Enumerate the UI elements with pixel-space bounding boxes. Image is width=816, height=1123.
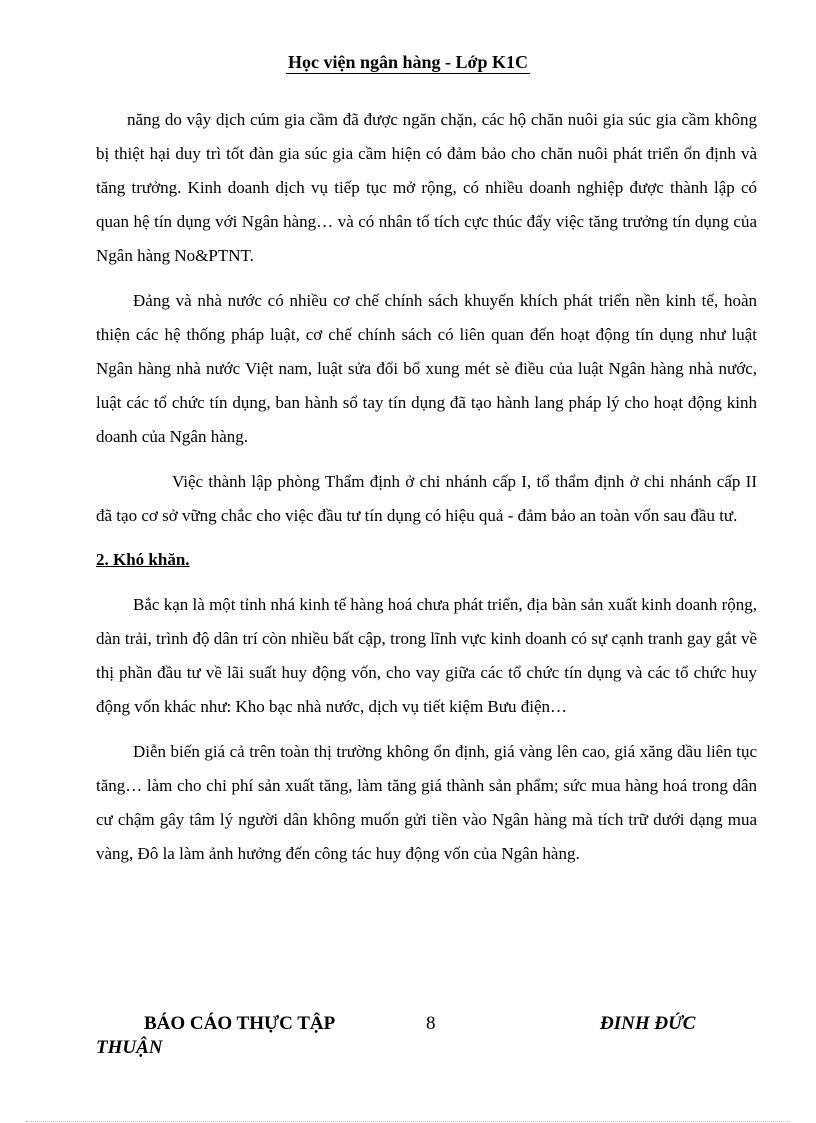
- paragraph-2: Đảng và nhà nước có nhiều cơ chế chính sách khuyến khích phát triển nền kinh tế, hoàn thiện các hệ thống pháp luật, cơ chế chính sách có liên quan đến hoạt động tín dụng như luật Ngân hàng nhà nước Việt nam, luật sửa đổi bổ xung mét sè điều của luật Ngân hàng nhà nước, luật các tổ chức tín dụng, ban hành sổ tay tín dụng đã tạo hành lang pháp lý cho hoạt động kinh doanh của Ngân hàng.: [96, 291, 757, 446]
- footer-author-line2: THUẬN: [96, 1037, 163, 1058]
- page-bottom-divider: [26, 1121, 790, 1122]
- page-header: [0, 52, 816, 73]
- footer-author-line1: ĐINH ĐỨC: [600, 1013, 696, 1034]
- header-title: Học viện ngân hàng - Lớp K1C: [287, 52, 528, 72]
- page-number: 8: [426, 1013, 436, 1034]
- paragraph-4: Bắc kạn là một tỉnh nhá kinh tế hàng hoá chưa phát triển, địa bàn sản xuất kinh doanh rộng, dàn trải, trình độ dân trí còn nhiều bất cập, trong lĩnh vực kinh doanh có sự cạnh tranh gay gắt về thị phần đầu tư về lãi suất huy động vốn, cho vay giữa các tổ chức tín dụng và các tổ chức huy động vốn khác như: Kho bạc nhà nước, dịch vụ tiết kiệm Bưu điện…: [96, 595, 757, 716]
- document-body: [96, 103, 757, 871]
- paragraph-3: Việc thành lập phòng Thẩm định ở chi nhánh cấp I, tổ thẩm định ở chi nhánh cấp II đã tạo cơ sở vững chắc cho việc đầu tư tín dụng có hiệu quả - đảm bảo an toàn vốn sau đầu tư.: [96, 472, 757, 525]
- footer-report-label: BÁO CÁO THỰC TẬP: [144, 1013, 336, 1034]
- section-heading: 2. Khó khăn.: [96, 550, 190, 569]
- page-footer: [96, 1013, 757, 1039]
- paragraph-5: Diễn biến giá cả trên toàn thị trường không ổn định, giá vàng lên cao, giá xăng dầu liên tục tăng… làm cho chi phí sản xuất tăng, làm tăng giá thành sản phẩm; sức mua hàng hoá trong dân cư chậm gây tâm lý người dân không muốn gửi tiền vào Ngân hàng mà tích trữ dưới dạng mua vàng, Đô la làm ảnh hưởng đến công tác huy động vốn của Ngân hàng.: [96, 742, 757, 863]
- paragraph-1: năng do vậy dịch cúm gia cầm đã được ngăn chặn, các hộ chăn nuôi gia súc gia cầm không bị thiệt hại duy trì tốt đàn gia súc gia cầm hiện có đảm bảo cho chăn nuôi phát triển ổn định và tăng trưởng. Kinh doanh dịch vụ tiếp tục mở rộng, có nhiều doanh nghiệp được thành lập có quan hệ tín dụng với Ngân hàng… và có nhân tố tích cực thúc đẩy việc tăng trưởng tín dụng của Ngân hàng No&PTNT.: [96, 110, 757, 265]
